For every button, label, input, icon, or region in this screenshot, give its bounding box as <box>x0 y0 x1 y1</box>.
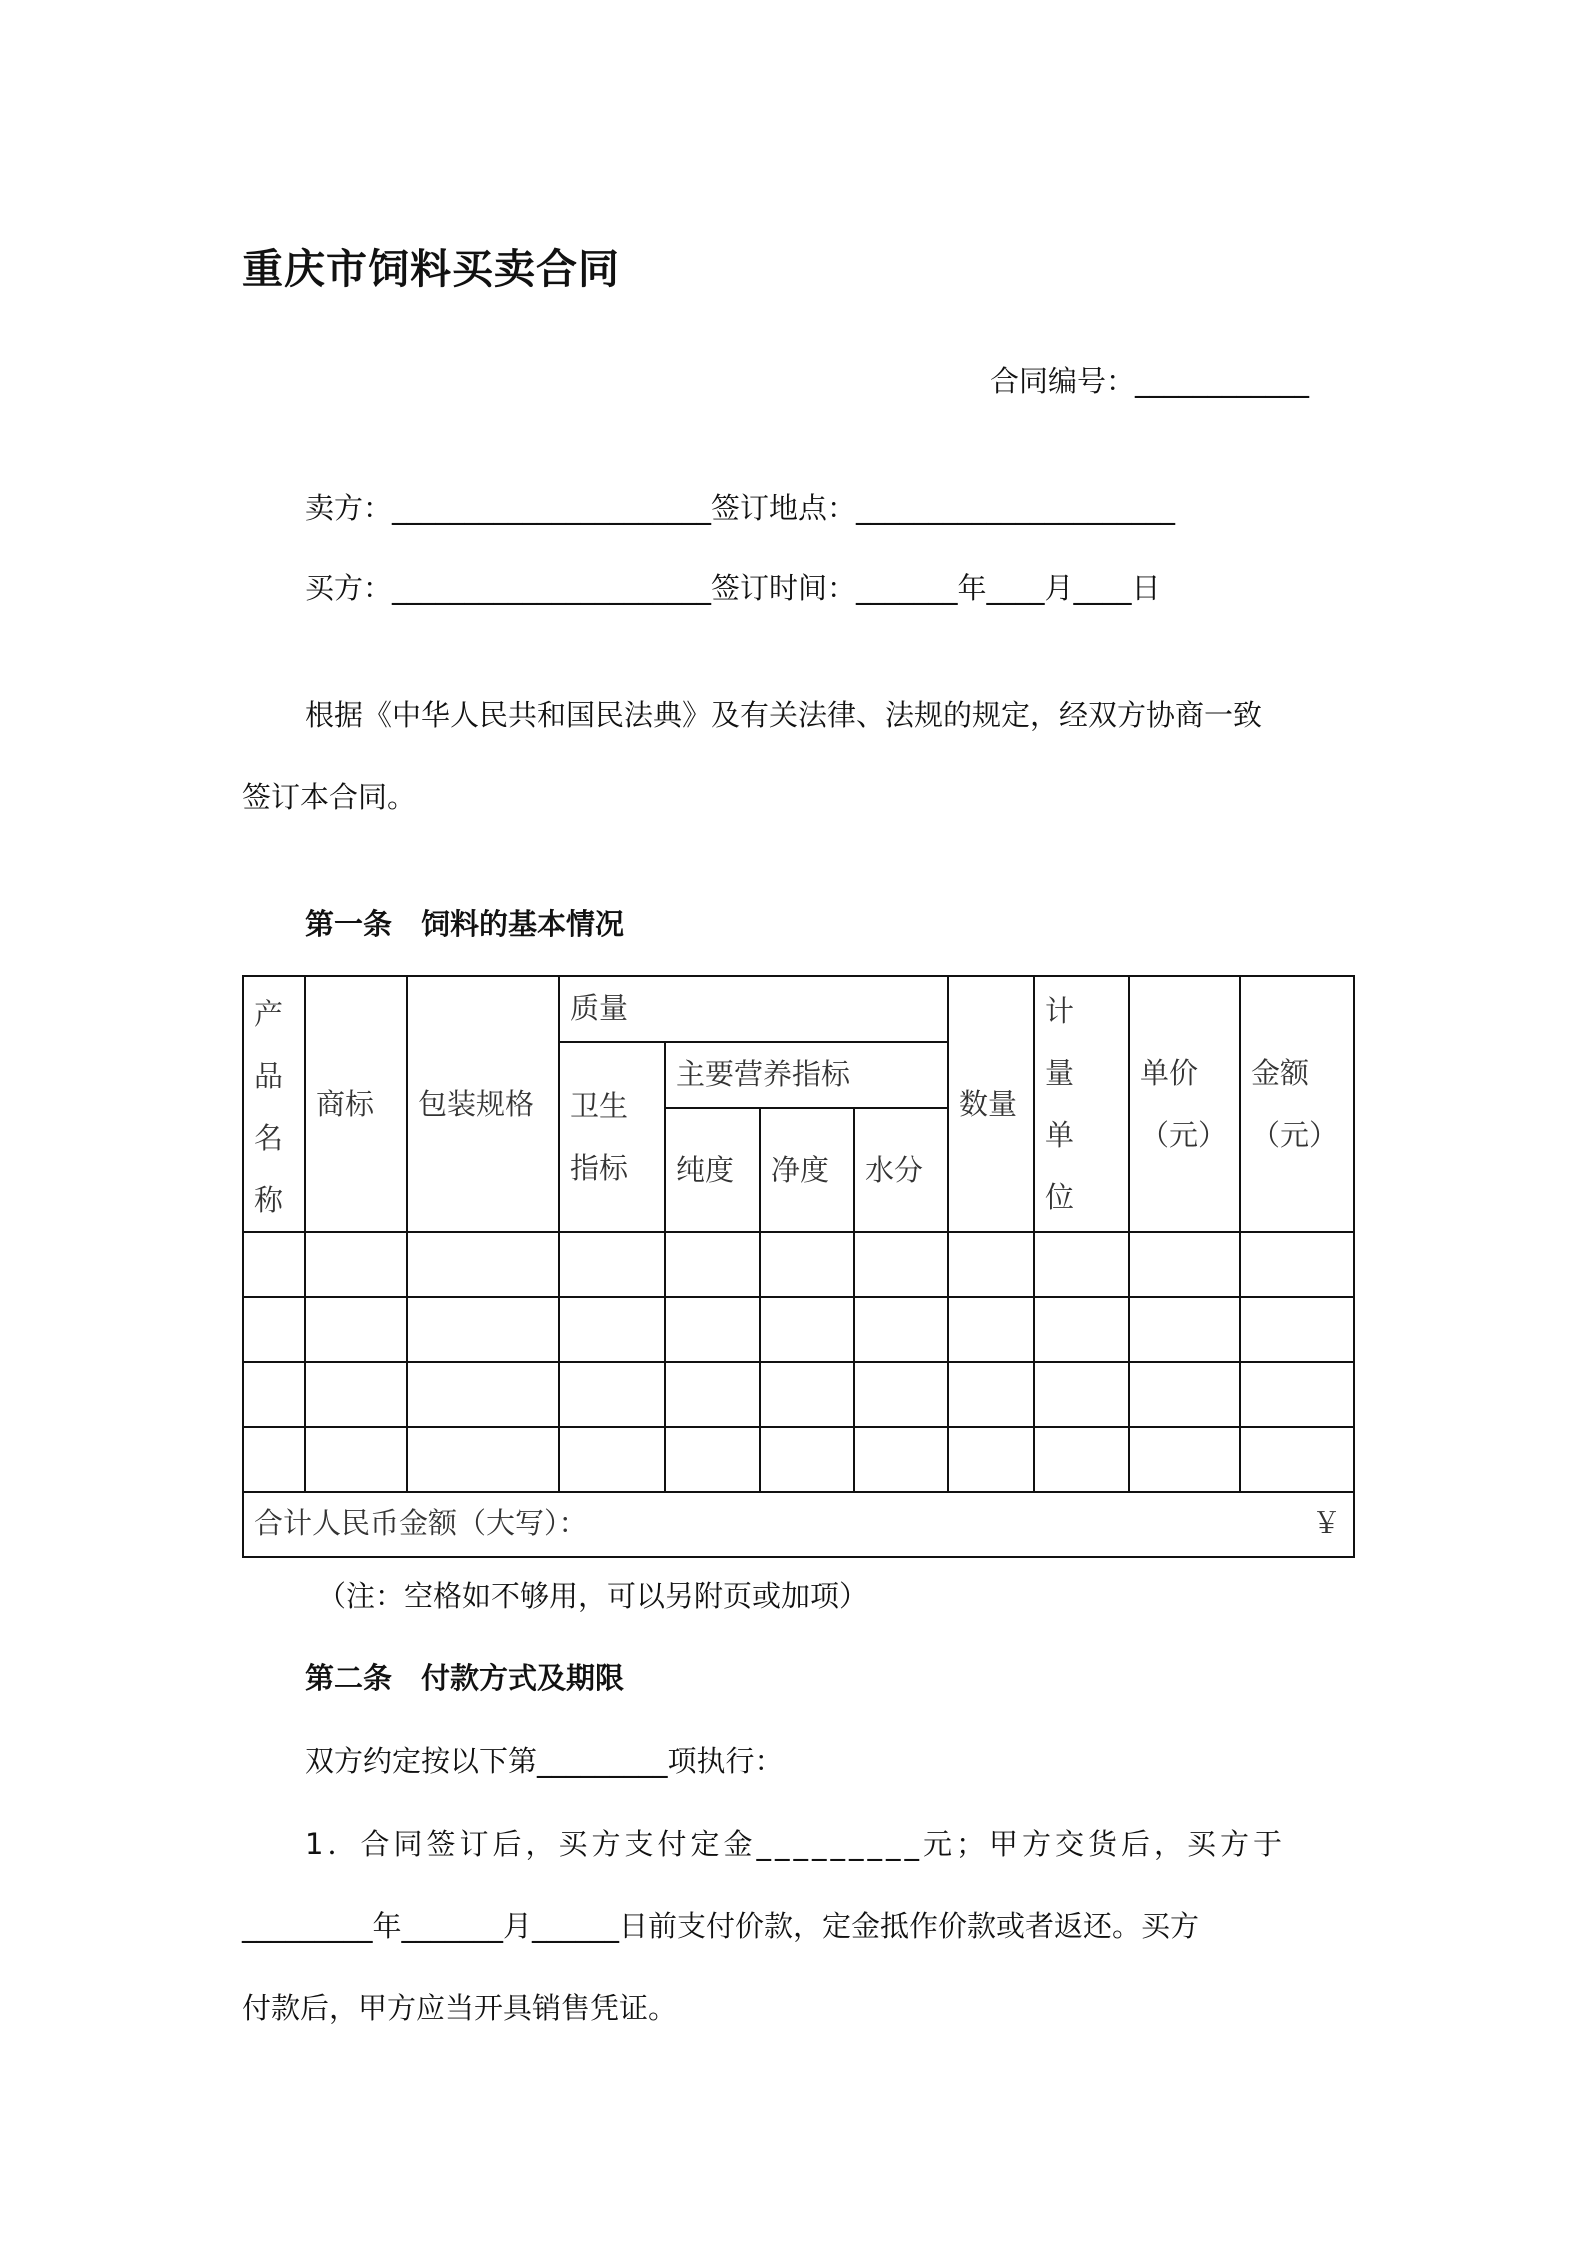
header-quantity: 数量 <box>948 976 1034 1232</box>
contract-number <box>990 363 1309 399</box>
feed-info-table <box>242 975 1355 1558</box>
buyer-label: 买方： <box>305 571 393 605</box>
sign-time-blank: _______年____月____日 <box>856 571 1161 605</box>
seller-blank: ______________________ <box>392 491 712 525</box>
intro-line-2: 签订本合同。 <box>242 780 417 814</box>
page-title: 重庆市饲料买卖合同 <box>242 245 620 293</box>
total-label: 合计人民币金额（大写）： <box>254 1506 588 1540</box>
buyer-blank: ______________________ <box>392 571 712 605</box>
article-1-heading: 第一条 饲料的基本情况 <box>305 907 625 941</box>
sign-time-label: 签订时间： <box>711 571 857 605</box>
contract-number-blank: ____________ <box>1135 364 1310 398</box>
total-row <box>243 1492 1354 1557</box>
header-unit-price: 单价（元） <box>1129 976 1240 1232</box>
clause-1-line-3: 付款后，甲方应当开具销售凭证。 <box>242 1991 678 2025</box>
sign-place-blank: ______________________ <box>856 491 1176 525</box>
clause-1-line-1: 1．合同签订后，买方支付定金_________元；甲方交货后，买方于 <box>305 1827 1286 1861</box>
header-nutrition: 主要营养指标 <box>665 1042 948 1108</box>
seller-label: 卖方： <box>305 491 393 525</box>
intro-line-1: 根据《中华人民共和国民法典》及有关法律、法规的规定，经双方协商一致 <box>305 698 1263 732</box>
header-amount: 金额（元） <box>1240 976 1354 1232</box>
table-row <box>243 1362 1354 1427</box>
header-trademark: 商标 <box>305 976 407 1232</box>
contract-number-label: 合同编号： <box>990 364 1136 398</box>
header-moisture: 水分 <box>854 1108 948 1232</box>
header-purity: 纯度 <box>665 1108 760 1232</box>
buyer-line <box>305 570 1161 606</box>
article-2-heading: 第二条 付款方式及期限 <box>305 1661 625 1695</box>
header-cleanliness: 净度 <box>760 1108 854 1232</box>
table-row <box>243 1427 1354 1492</box>
agreement-line: 双方约定按以下第_________项执行： <box>305 1744 784 1778</box>
sign-place-label: 签订地点： <box>711 491 857 525</box>
table-row <box>243 1297 1354 1362</box>
header-quality: 质量 <box>559 976 948 1042</box>
header-hygiene: 卫生指标 <box>559 1042 665 1232</box>
header-product-name: 产品名称 <box>243 976 305 1232</box>
currency-symbol: ￥ <box>1312 1506 1342 1540</box>
table-note: （注：空格如不够用，可以另附页或加项） <box>317 1579 869 1613</box>
header-packaging: 包装规格 <box>407 976 559 1232</box>
seller-line <box>305 490 1175 526</box>
table-row <box>243 1232 1354 1297</box>
header-unit: 计量单位 <box>1034 976 1129 1232</box>
clause-1-line-2: _________年_______月______日前支付价款，定金抵作价款或者返还。买方 <box>242 1909 1200 1943</box>
